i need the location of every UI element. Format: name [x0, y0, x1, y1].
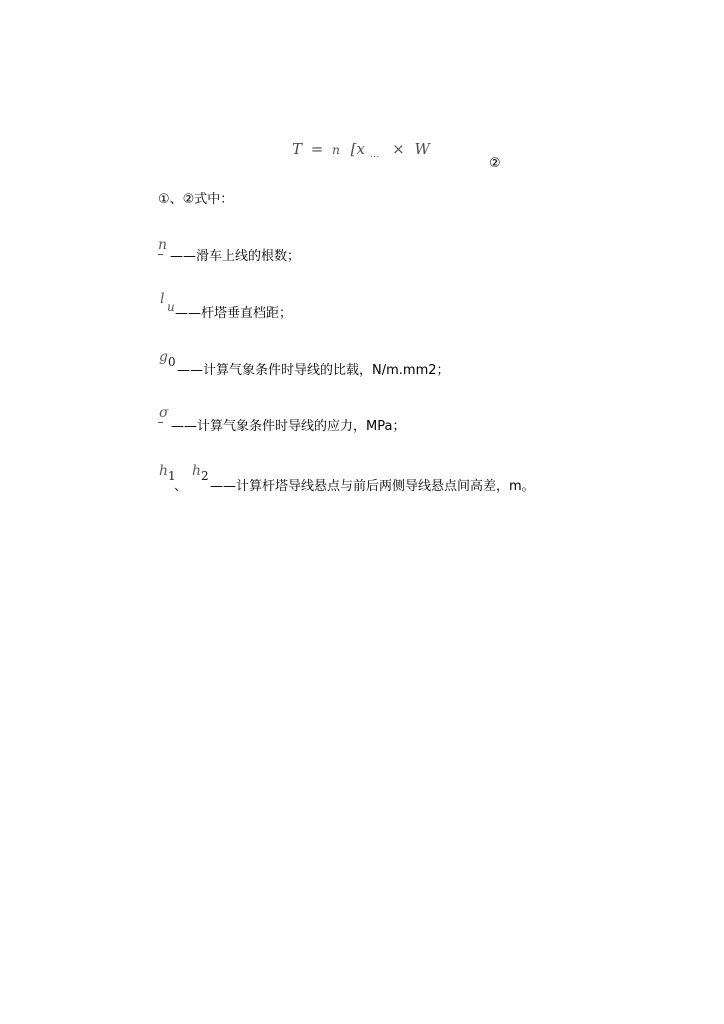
definition-lu [158, 292, 558, 324]
formula-times: × [392, 140, 405, 158]
symbol-h2: h [192, 463, 202, 479]
formula-equals: = [310, 140, 324, 158]
symbol-baseline-mark [158, 254, 163, 255]
definition-sigma [158, 406, 578, 438]
definition-n-text: ——滑车上线的根数； [170, 249, 301, 264]
formula-sub: ... [369, 149, 380, 160]
symbol-l-sub: u [167, 300, 175, 314]
symbol-sigma: σ [159, 405, 169, 421]
formula [292, 140, 430, 160]
symbol-h1-sub: 1 [168, 469, 176, 483]
symbol-g: g [159, 349, 168, 365]
definition-h1-h2-text: ——计算杆塔导线悬点与前后两侧导线悬点间高差，m。 [210, 479, 535, 494]
symbol-l: l [160, 291, 165, 307]
definition-sigma-text: ——计算气象条件时导线的应力，MPa； [171, 419, 406, 434]
symbol-n: n [158, 237, 168, 253]
formula-w: W [414, 140, 430, 158]
symbol-separator: 、 [174, 479, 188, 494]
intro-line: ①、②式中： [158, 192, 234, 207]
symbol-h1: h [159, 463, 169, 479]
symbol-g-sub: 0 [168, 355, 176, 369]
definition-lu-text: ——杆塔垂直档距； [175, 306, 293, 321]
definition-g0 [158, 348, 618, 380]
symbol-h2-sub: 2 [201, 469, 209, 483]
formula-lhs: T [292, 140, 303, 158]
definition-g0-text: ——计算气象条件时导线的比载，N/m.mm2； [177, 363, 450, 378]
definition-n [158, 236, 558, 268]
formula-bracket: [x [350, 140, 365, 158]
definition-h1-h2 [158, 462, 578, 496]
equation-number: ② [489, 156, 501, 171]
symbol-baseline-mark [158, 422, 163, 423]
formula-n: n [332, 143, 340, 157]
